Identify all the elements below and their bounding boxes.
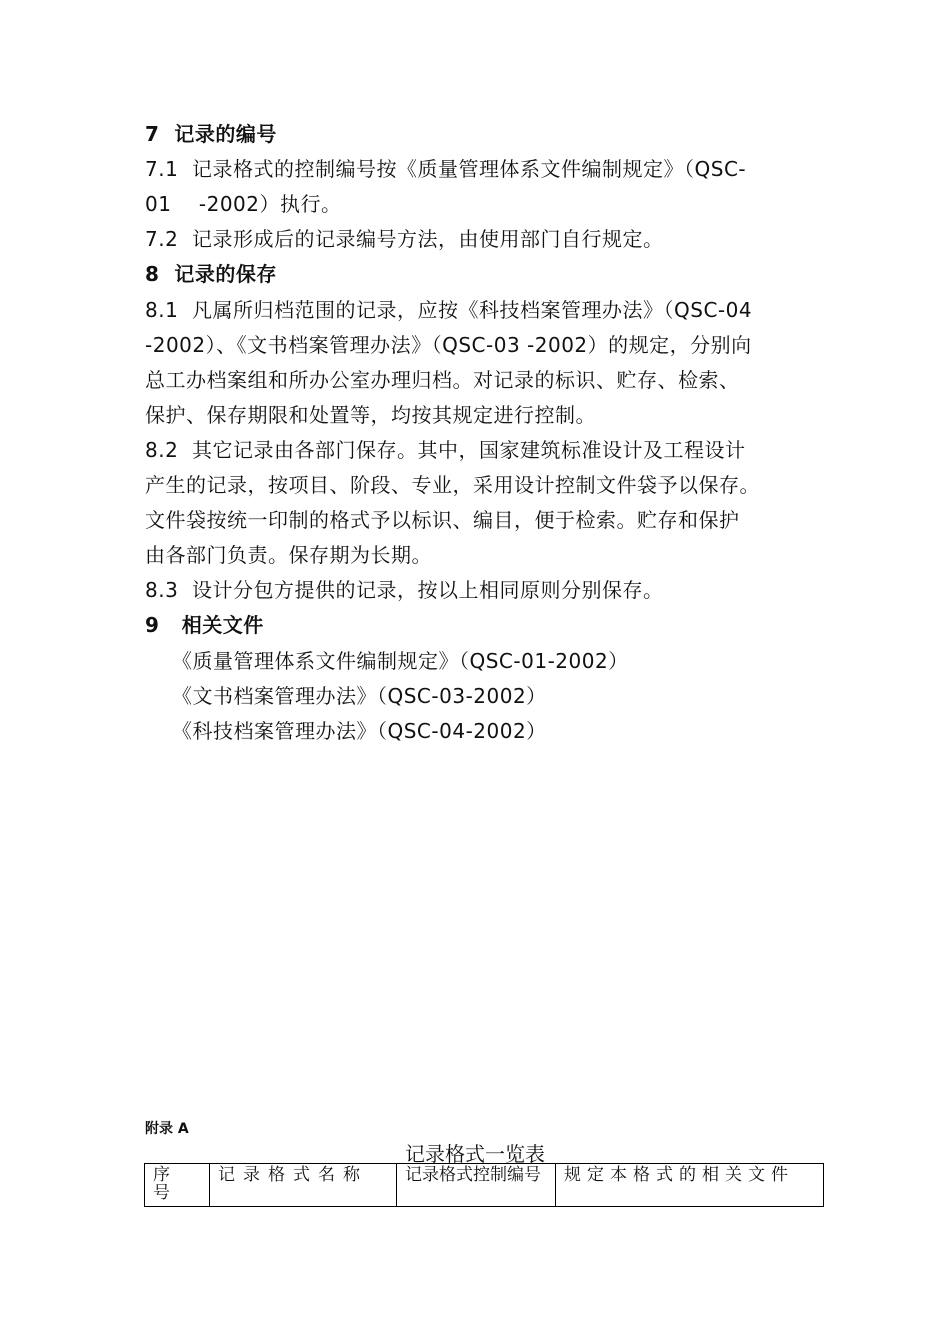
paragraph-8-2-line-2: 产生的记录，按项目、阶段、专业，采用设计控制文件袋予以保存。 [145, 473, 760, 497]
appendix-label: 附录 A [145, 1121, 189, 1137]
section-8-heading: 8 记录的保存 [145, 262, 277, 286]
column-header-related-documents: 规定本格式的相关文件 [556, 1164, 824, 1207]
section-7-heading: 7 记录的编号 [145, 122, 277, 146]
paragraph-8-1-line-4: 保护、保存期限和处置等，均按其规定进行控制。 [145, 403, 596, 427]
column-header-format-name: 记录格式名称 [210, 1164, 397, 1207]
paragraph-8-1-line-3: 总工办档案组和所办公室办理归档。对记录的标识、贮存、检索、 [145, 368, 740, 392]
paragraph-8-2-line-3: 文件袋按统一印制的格式予以标识、编目，便于检索。贮存和保护 [145, 508, 740, 532]
related-doc-3: 《科技档案管理办法》（QSC-04-2002） [172, 719, 547, 743]
column-header-control-number: 记录格式控制编号 [397, 1164, 556, 1207]
table-title: 记录格式一览表 [405, 1142, 545, 1166]
column-header-serial: 序号 [145, 1164, 210, 1207]
related-doc-1: 《质量管理体系文件编制规定》（QSC-01-2002） [172, 649, 629, 673]
paragraph-8-3: 8.3 设计分包方提供的记录，按以上相同原则分别保存。 [145, 578, 664, 602]
paragraph-8-1-line-2: -2002）、《文书档案管理办法》（QSC-03 -2002）的规定，分别向 [145, 333, 752, 357]
paragraph-8-2-line-1: 8.2 其它记录由各部门保存。其中，国家建筑标准设计及工程设计 [145, 438, 746, 462]
table-header-row [145, 1164, 824, 1207]
paragraph-8-2-line-4: 由各部门负责。保存期为长期。 [145, 543, 432, 567]
paragraph-7-2: 7.2 记录形成后的记录编号方法，由使用部门自行规定。 [145, 227, 664, 251]
section-9-heading: 9 相关文件 [145, 613, 264, 637]
paragraph-8-1-line-1: 8.1 凡属所归档范围的记录，应按《科技档案管理办法》（QSC-04 [145, 298, 753, 322]
record-formats-table [144, 1163, 824, 1207]
paragraph-7-1-line-2: 01 -2002）执行。 [145, 192, 342, 216]
paragraph-7-1-line-1: 7.1 记录格式的控制编号按《质量管理体系文件编制规定》（QSC- [145, 157, 747, 181]
related-doc-2: 《文书档案管理办法》（QSC-03-2002） [172, 684, 547, 708]
